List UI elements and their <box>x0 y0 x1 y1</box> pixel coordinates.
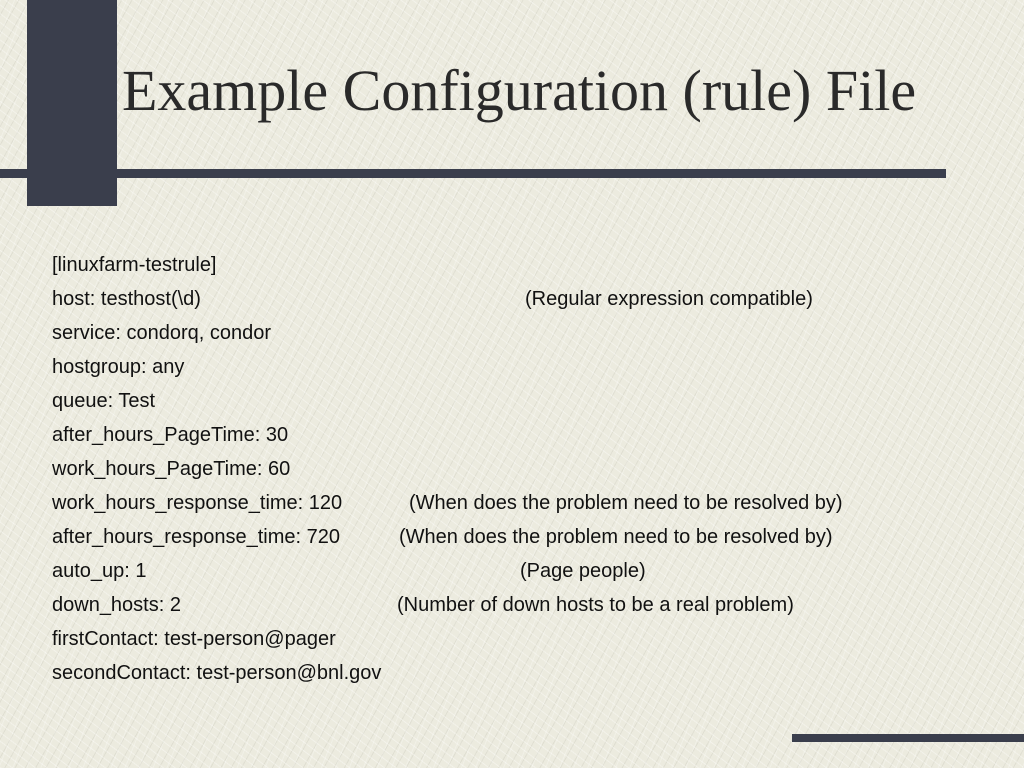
config-line-text: after_hours_response_time: 720 <box>52 526 340 548</box>
config-line-after-hours-pagetime <box>52 418 972 452</box>
config-line-text: after_hours_PageTime: 30 <box>52 424 289 446</box>
config-line-text: service: condorq, condor <box>52 322 272 344</box>
config-line-after-hours-response-time <box>52 520 972 554</box>
config-line-text: auto_up: 1 <box>52 560 147 582</box>
footer-accent-line <box>792 734 1024 742</box>
config-line-host <box>52 282 972 316</box>
config-line-text: secondContact: test-person@bnl.gov <box>52 662 382 684</box>
config-line-text: work_hours_response_time: 120 <box>52 492 343 514</box>
config-line-text: hostgroup: any <box>52 356 185 378</box>
config-line-note: (When does the problem need to be resolved by) <box>409 492 843 514</box>
config-rule-body <box>52 248 972 690</box>
config-line-second-contact <box>52 656 972 690</box>
config-line-section <box>52 248 972 282</box>
config-line-first-contact <box>52 622 972 656</box>
config-line-queue <box>52 384 972 418</box>
config-line-note: (Regular expression compatible) <box>525 288 813 310</box>
config-line-work-hours-response-time <box>52 486 972 520</box>
config-line-text: [linuxfarm-testrule] <box>52 254 217 276</box>
config-line-service <box>52 316 972 350</box>
config-line-hostgroup <box>52 350 972 384</box>
config-line-text: firstContact: test-person@pager <box>52 628 336 650</box>
config-line-text: queue: Test <box>52 390 156 412</box>
title-underline <box>0 169 946 178</box>
config-line-text: host: testhost(\d) <box>52 288 201 310</box>
config-line-note: (Page people) <box>520 560 646 582</box>
config-line-text: down_hosts: 2 <box>52 594 181 616</box>
config-line-down-hosts <box>52 588 972 622</box>
slide-title: Example Configuration (rule) File <box>122 58 917 123</box>
config-line-work-hours-pagetime <box>52 452 972 486</box>
config-line-note: (When does the problem need to be resolved by) <box>399 526 833 548</box>
config-line-note: (Number of down hosts to be a real problem) <box>397 594 794 616</box>
config-line-auto-up <box>52 554 972 588</box>
config-line-text: work_hours_PageTime: 60 <box>52 458 291 480</box>
